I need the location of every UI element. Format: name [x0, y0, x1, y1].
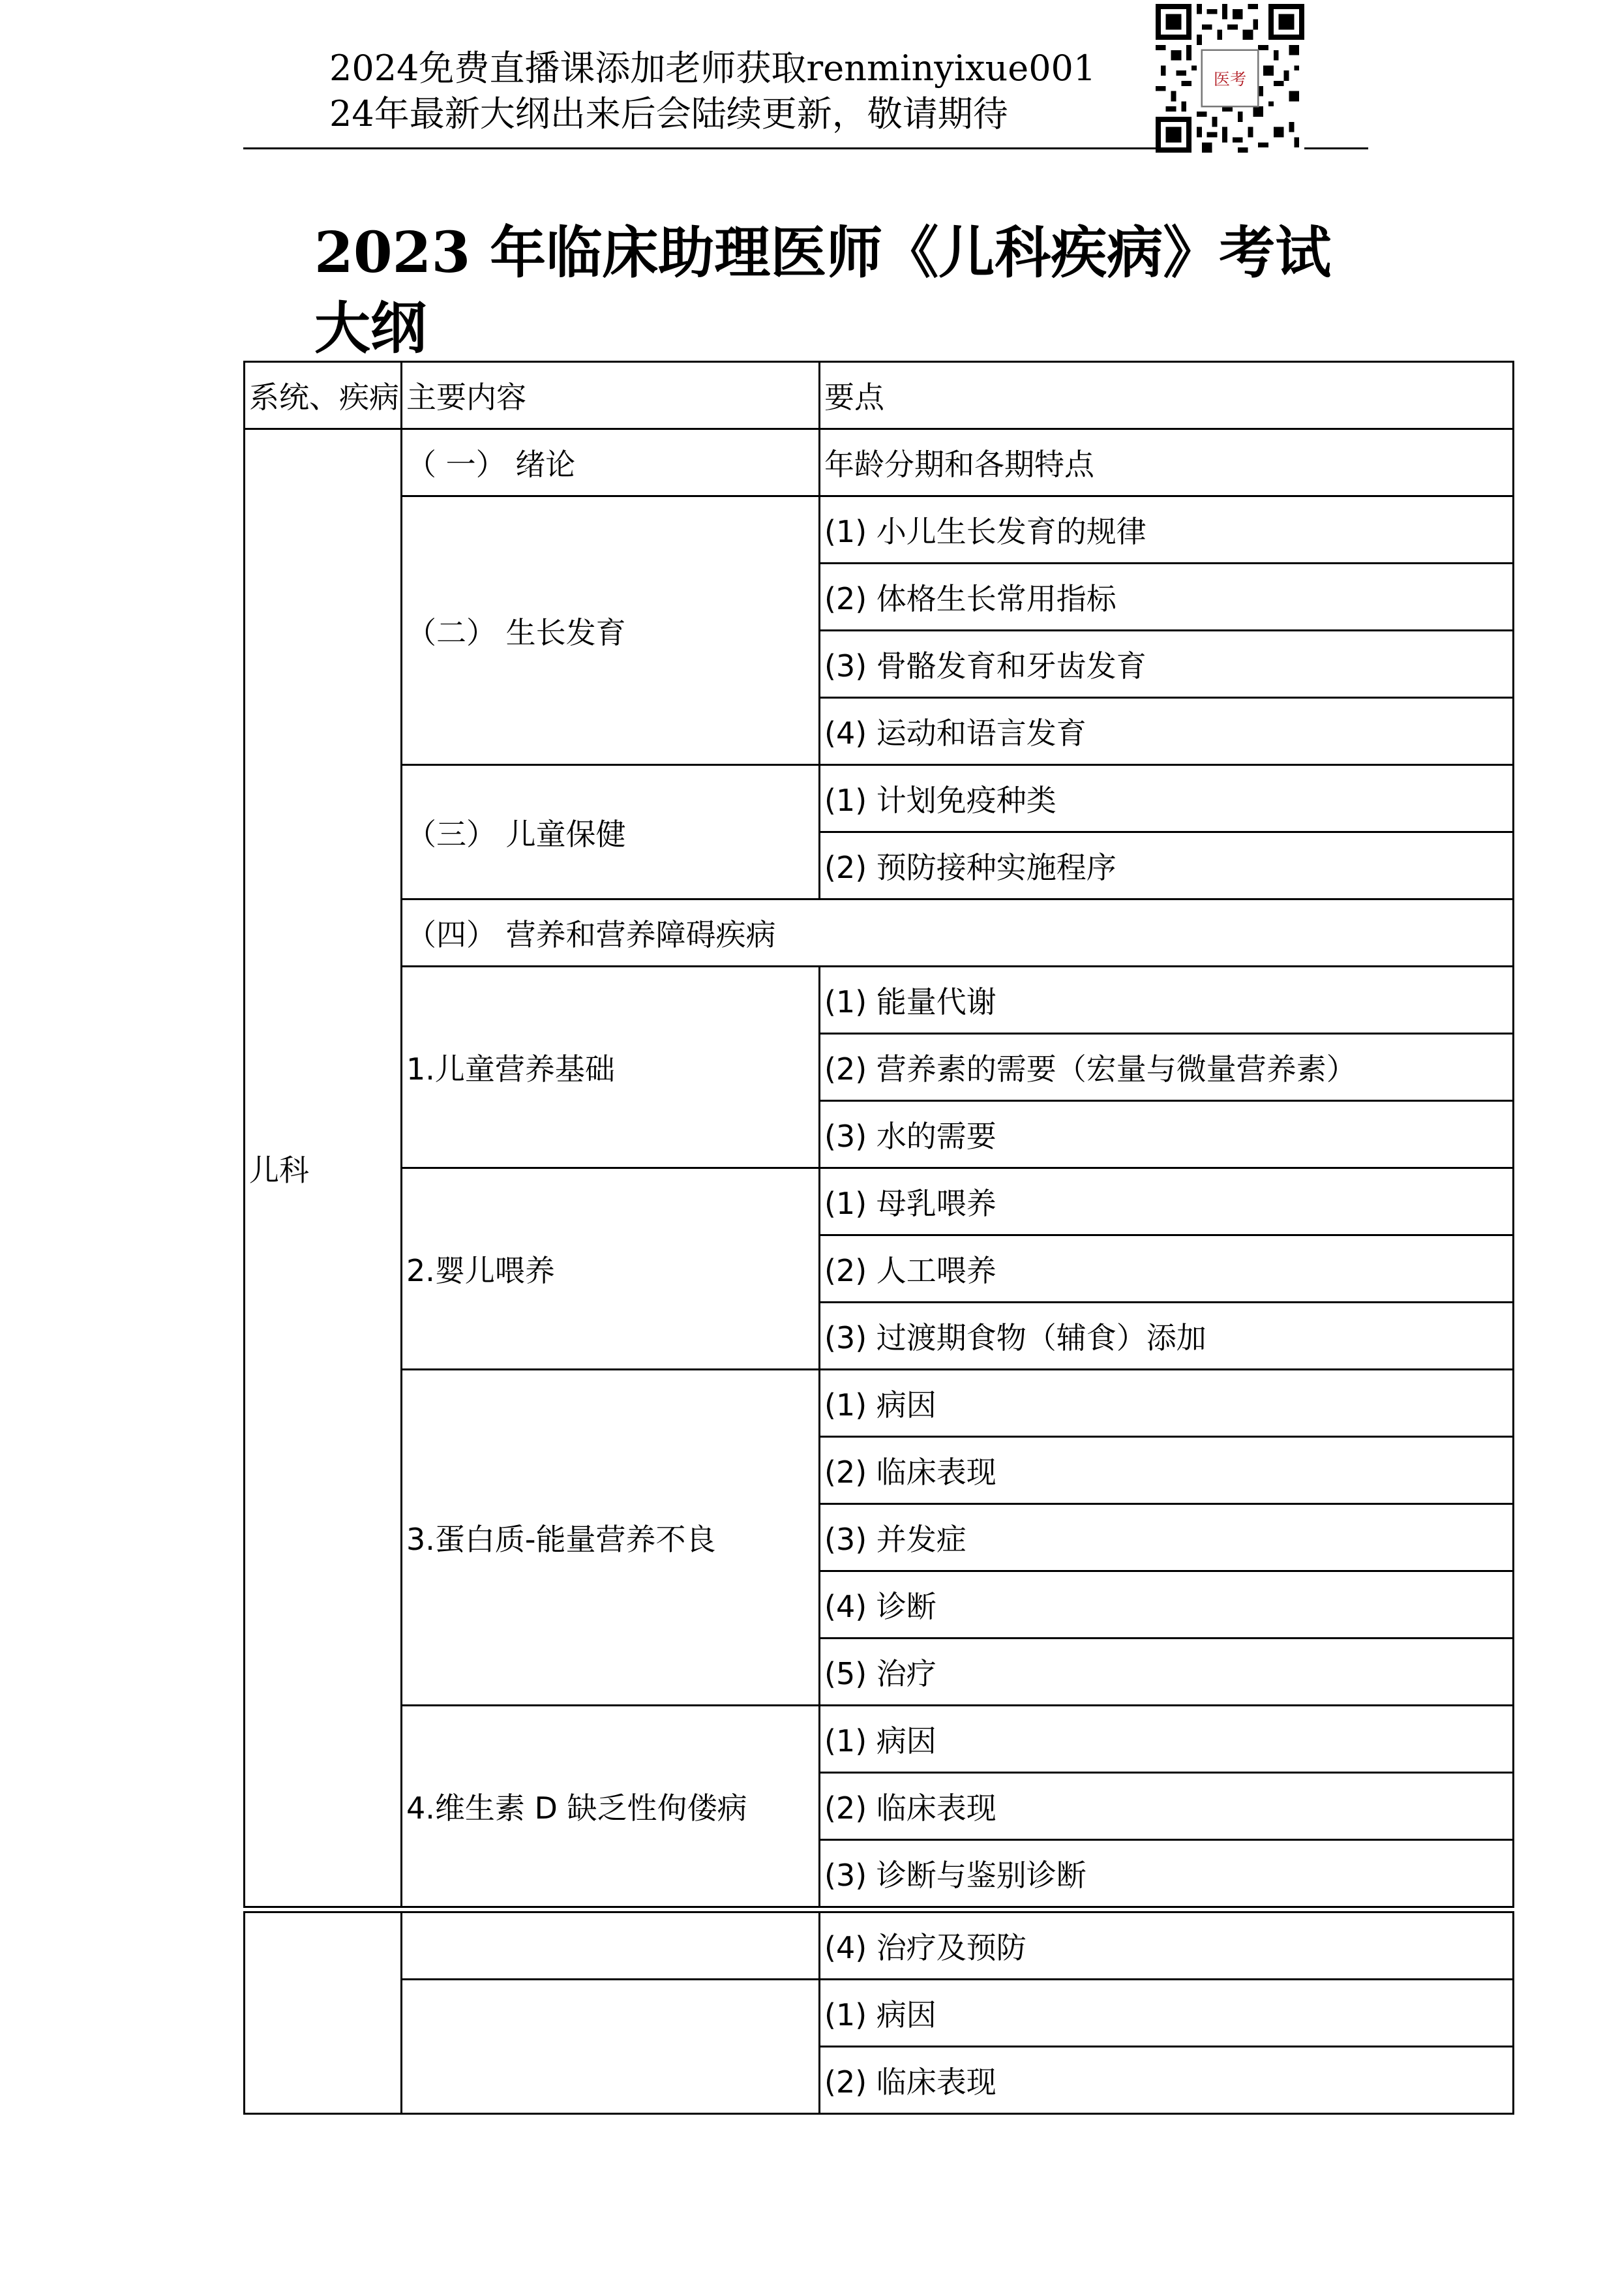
content-cell: （ 一） 绪论 [402, 429, 820, 496]
table-row [245, 429, 1514, 496]
point-cell: (2) 营养素的需要（宏量与微量营养素） [820, 1034, 1514, 1101]
qr-logo-text: 医考 [1213, 70, 1247, 89]
point-cell: (4) 运动和语言发育 [820, 698, 1514, 765]
system-cell-empty [245, 1912, 402, 2114]
point-cell: (2) 预防接种实施程序 [820, 832, 1514, 899]
content-cell: 4.维生素 D 缺乏性佝偻病 [402, 1706, 820, 1907]
table-row [245, 496, 1514, 564]
header-cell: 要点 [820, 362, 1514, 429]
system-cell: 儿科 [245, 429, 402, 1907]
point-cell: (1) 母乳喂养 [820, 1168, 1514, 1235]
page-title: 2023 年临床助理医师《儿科疾病》考试大纲 [314, 220, 1332, 361]
point-cell: (5) 治疗 [820, 1639, 1514, 1706]
header-line-1: 2024免费直播课添加老师获取renminyixue001 [329, 48, 1096, 89]
table-row [245, 1706, 1514, 1773]
content-cell: （三） 儿童保健 [402, 765, 820, 899]
point-cell: (1) 病因 [820, 1980, 1514, 2047]
table-row [245, 765, 1514, 832]
point-cell: (2) 人工喂养 [820, 1235, 1514, 1303]
point-cell: (1) 能量代谢 [820, 967, 1514, 1034]
table-row [245, 967, 1514, 1034]
section-heading-cell: （四） 营养和营养障碍疾病 [402, 899, 1514, 967]
header-line-2: 24年最新大纲出来后会陆续更新，敬请期待 [329, 93, 1008, 134]
point-cell: (3) 诊断与鉴别诊断 [820, 1840, 1514, 1907]
point-cell: (2) 临床表现 [820, 1437, 1514, 1504]
point-cell: (1) 计划免疫种类 [820, 765, 1514, 832]
content-cell: 3.蛋白质-能量营养不良 [402, 1370, 820, 1706]
table-row [245, 1980, 1514, 2047]
content-cell: 1.儿童营养基础 [402, 967, 820, 1168]
point-cell: 年龄分期和各期特点 [820, 429, 1514, 496]
content-cell: （二） 生长发育 [402, 496, 820, 765]
table-header-row [245, 362, 1514, 429]
point-cell: (1) 小儿生长发育的规律 [820, 496, 1514, 564]
point-cell: (3) 并发症 [820, 1504, 1514, 1571]
content-cell-empty [402, 1912, 820, 1980]
point-cell: (4) 治疗及预防 [820, 1912, 1514, 1980]
outline-table [243, 361, 1514, 1908]
point-cell: (3) 过渡期食物（辅食）添加 [820, 1303, 1514, 1370]
point-cell: (3) 水的需要 [820, 1101, 1514, 1168]
header-cell: 系统、疾病 [245, 362, 402, 429]
point-cell: (3) 骨骼发育和牙齿发育 [820, 631, 1514, 698]
table-row [245, 1370, 1514, 1437]
content-cell: 2.婴儿喂养 [402, 1168, 820, 1370]
point-cell: (2) 临床表现 [820, 2047, 1514, 2114]
point-cell: (4) 诊断 [820, 1571, 1514, 1639]
table-row [245, 1912, 1514, 1980]
content-cell-empty [402, 1980, 820, 2114]
continuation-table [243, 1911, 1514, 2115]
point-cell: (1) 病因 [820, 1706, 1514, 1773]
point-cell: (2) 体格生长常用指标 [820, 564, 1514, 631]
table-row [245, 899, 1514, 967]
point-cell: (1) 病因 [820, 1370, 1514, 1437]
point-cell: (2) 临床表现 [820, 1773, 1514, 1840]
table-row [245, 1168, 1514, 1235]
qr-code-icon [1156, 4, 1304, 153]
header-cell: 主要内容 [402, 362, 820, 429]
